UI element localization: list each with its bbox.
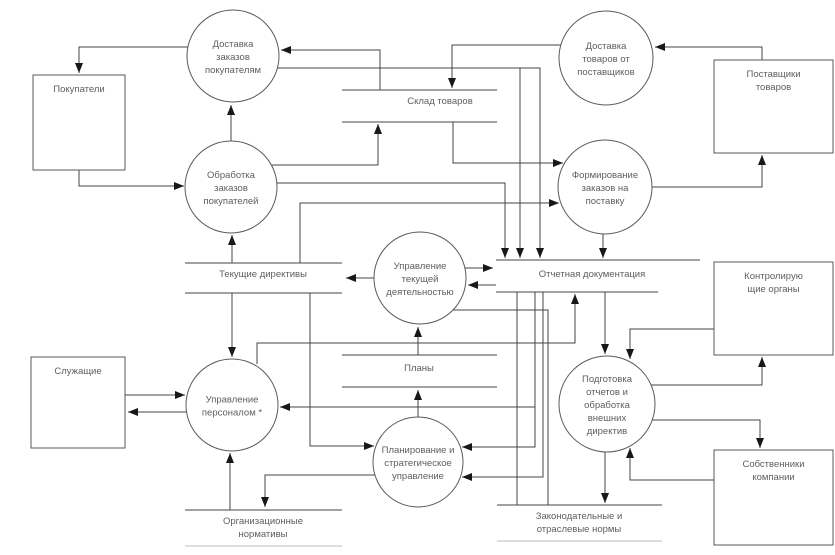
process-dostavka-zakazov-pokupatelyam [187, 10, 279, 102]
process-planirovanie-strategicheskoe-upravlenie [373, 417, 463, 507]
entity-pokupateli [33, 75, 125, 170]
datastore-label: Склад товаров [407, 96, 473, 107]
datastore-label: Отчетная документация [538, 269, 646, 280]
entity-label: Покупатели [53, 84, 105, 95]
entity-label: Контролирую щие органы [744, 271, 803, 295]
entity-label: Собственники компании [742, 459, 805, 483]
datastore-label: Законодательные и отраслевые нормы [535, 511, 623, 535]
datastore-label: Организационные нормативы [222, 516, 304, 540]
datastore-label: Планы [404, 363, 434, 374]
process-formirovanie-zakazov-na-postavku [558, 140, 652, 234]
process-label: Управление персоналом * [201, 394, 263, 419]
process-dostavka-tovarov-ot-postavshchikov [559, 11, 653, 105]
entity-sluzhashchie [31, 357, 125, 448]
process-upravlenie-tekushchej-deyatelnostyu [374, 232, 466, 324]
process-obrabotka-zakazov-pokupatelej [185, 141, 277, 233]
process-upravlenie-personalom [186, 359, 278, 451]
process-label: Формирование заказов на поставку [571, 170, 639, 207]
process-label: Доставка товаров от поставщиков [577, 41, 635, 78]
process-label: Планирование и стратегическое управление [381, 445, 455, 482]
process-label: Подготовка отчетов и обработка внешних директив [581, 374, 633, 437]
entity-kontroliruyushchie-organy [714, 262, 833, 355]
process-label: Управление текущей деятельностью [386, 261, 454, 298]
process-podgotovka-otchetov-obrabotka-vneshnih-direktiv [559, 356, 655, 452]
process-label: Обработка заказов покупателей [203, 170, 259, 207]
entity-postavshchiki-tovarov [714, 60, 833, 153]
datastore-label: Текущие директивы [219, 269, 307, 280]
process-label: Доставка заказов покупателям [204, 39, 262, 76]
entity-label: Служащие [54, 366, 102, 377]
entity-label: Поставщики товаров [746, 69, 801, 93]
entity-sobstvenniki-kompanii [714, 450, 833, 545]
